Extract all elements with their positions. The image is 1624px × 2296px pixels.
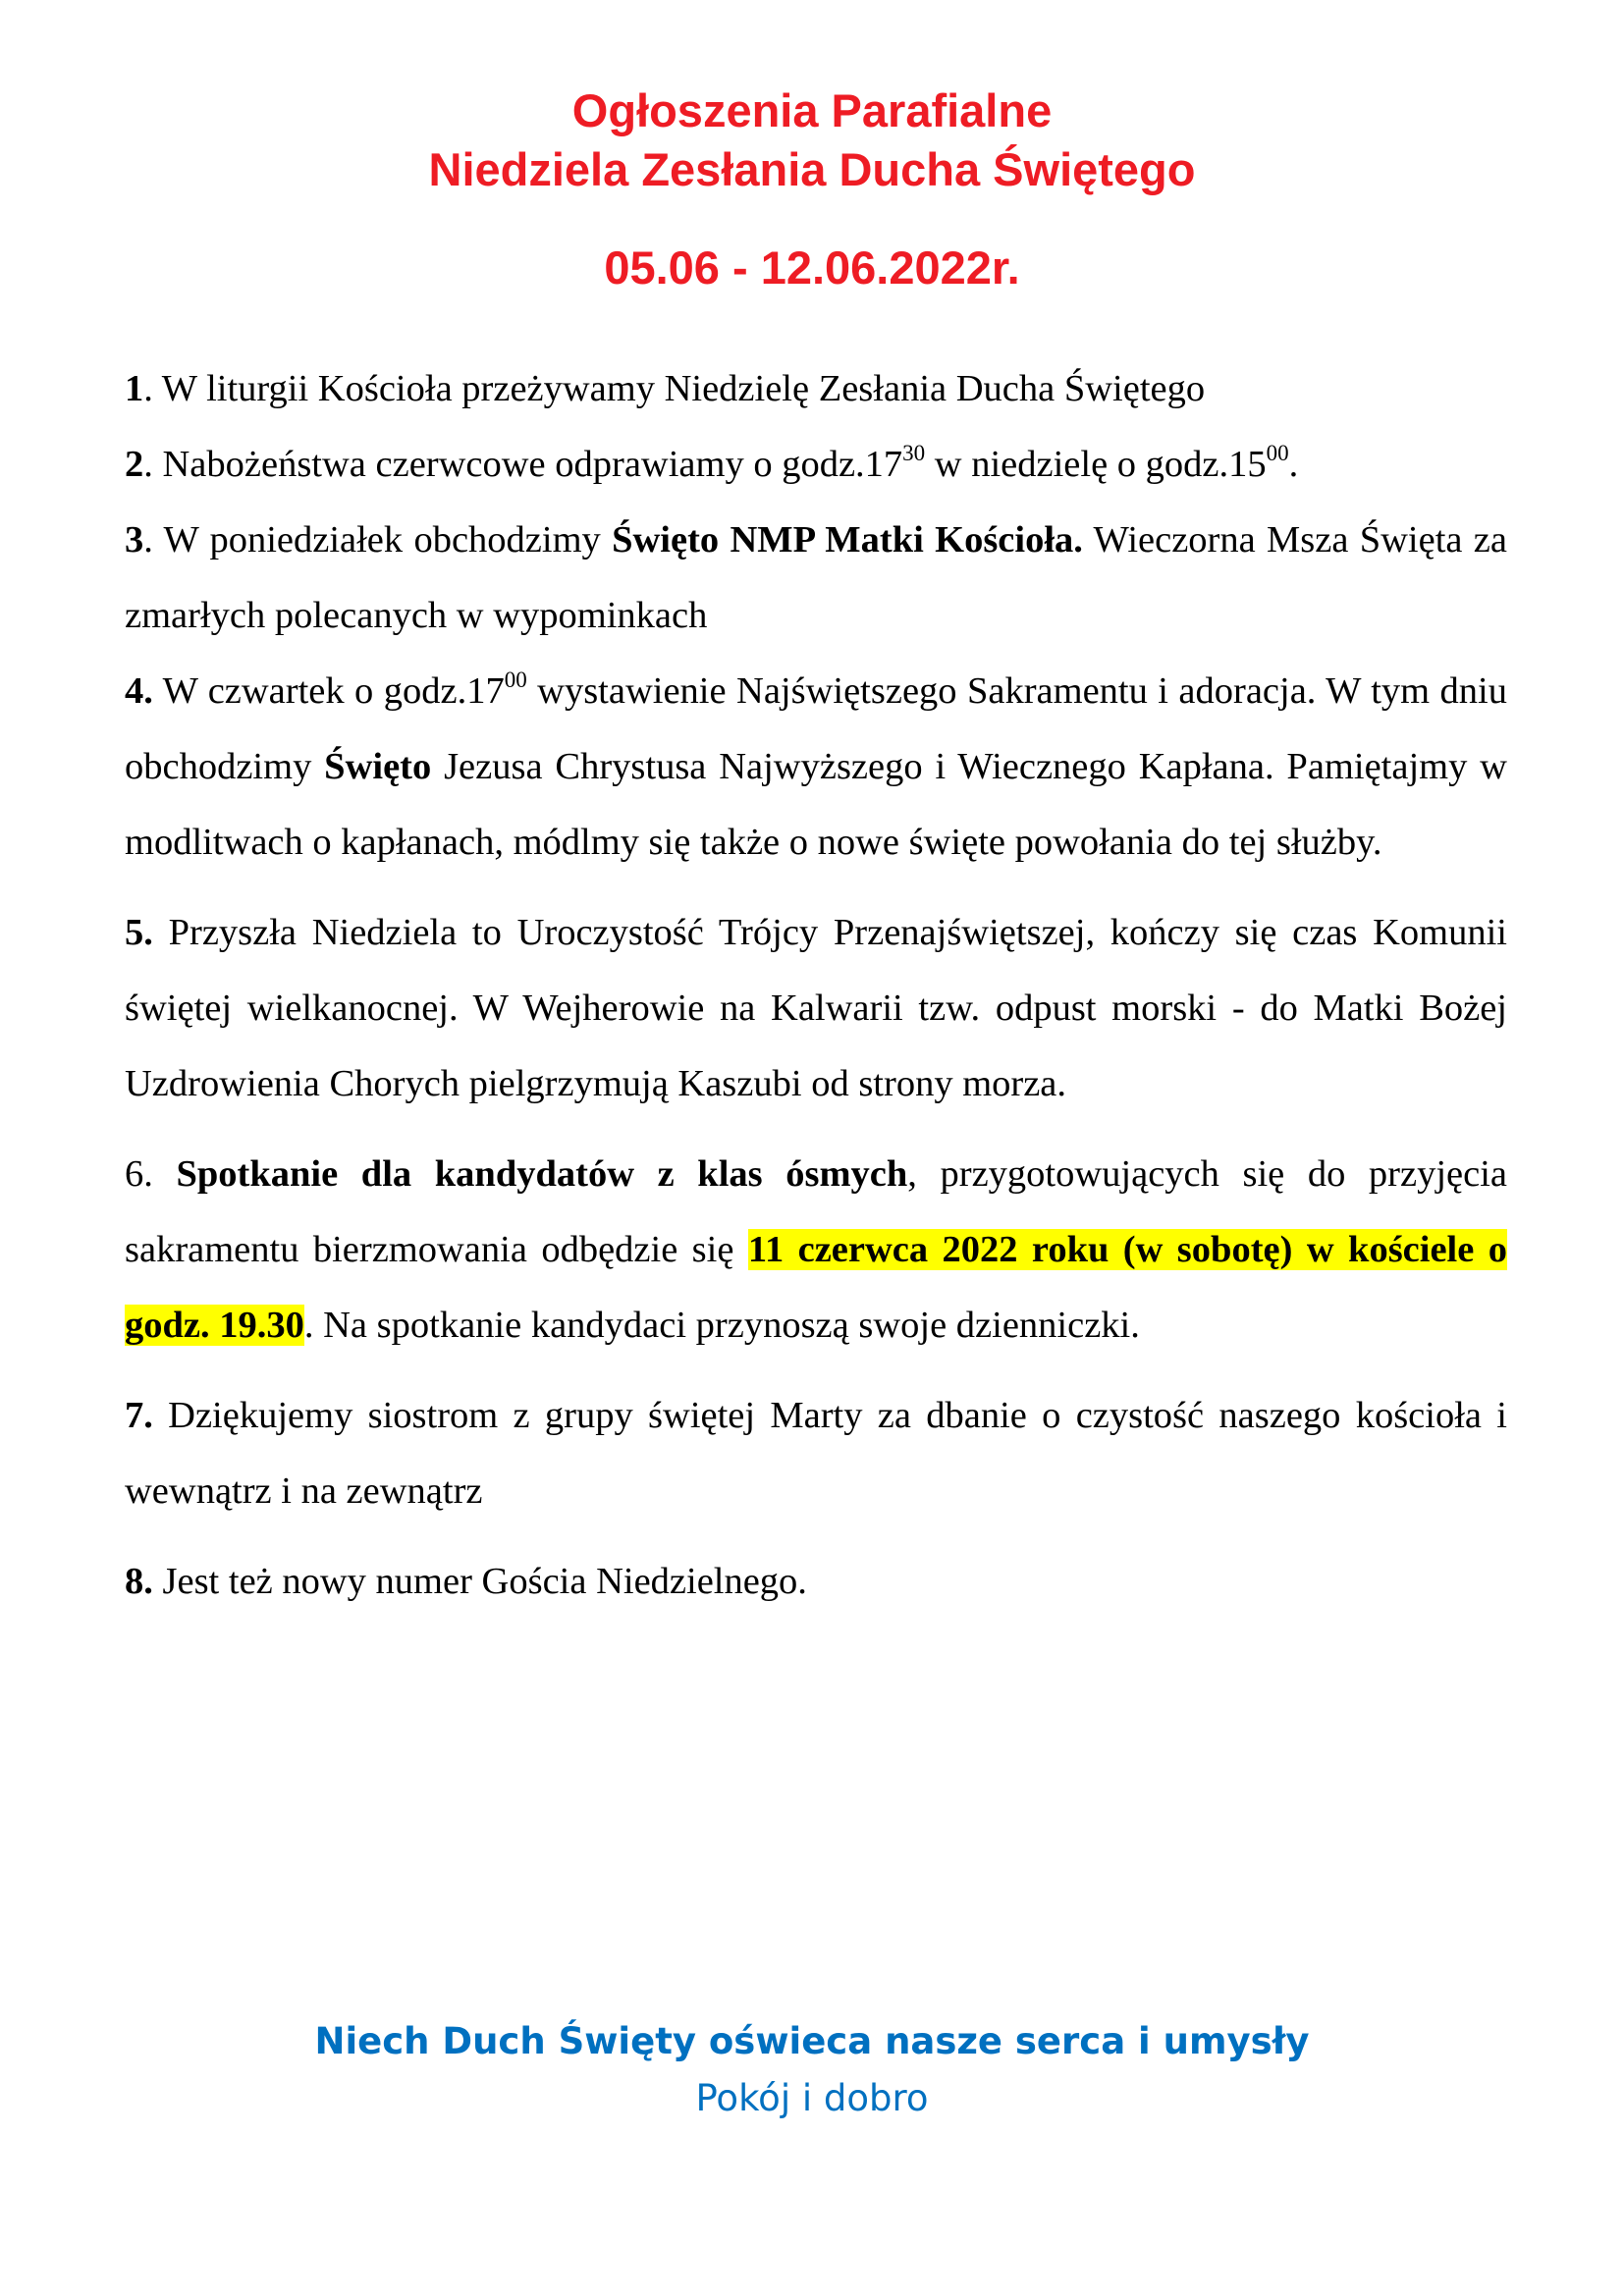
item-text: Wieczorna Msza Święta za zmarłych polecanych w wypominkach [125,519,1507,636]
page-title: Ogłoszenia Parafialne [571,84,1053,136]
time-superscript: 00 [1266,441,1289,466]
item-text: Jest też nowy numer Gościa Niedzielnego. [152,1561,807,1602]
item-text: Jezusa Chrystusa Najwyższego i Wiecznego Kapłana. Pamiętajmy w modlitwach o kapłanach, módlmy się także o nowe święte powołania do tej służby. [125,746,1507,863]
item-text: Przyszła Niedziela to Uroczystość Trójcy Przenajświętszej, kończy się czas Komunii świętej wielkanocnej. W Wejherowie na Kalwarii tzw. odpust morski - do Matki Bożej Uzdrowienia Chorych pielgrzymują Kaszubi od strony morza. [125,912,1507,1104]
item-number: 7. [125,1395,153,1436]
announcement-item-2 [125,427,1507,503]
announcement-item-8 [125,1544,1507,1620]
date-range: 05.06 - 12.06.2022r. [604,241,1020,294]
item-number: 4. [125,670,153,712]
item-text: . [1288,444,1299,485]
meeting-title: Spotkanie dla kandydatów z klas ósmych [176,1153,908,1195]
item-number: 8. [125,1561,153,1602]
feast-name: Święto NMP Matki Kościoła. [612,519,1083,561]
closing-greeting: Pokój i dobro [695,2077,929,2119]
item-number: 5. [125,912,153,953]
announcement-item-4 [125,654,1507,881]
item-number: 1 [125,368,144,409]
announcement-item-6 [125,1137,1507,1363]
item-text: W czwartek o godz.17 [152,670,505,712]
item-text: Dziękujemy siostrom z grupy świętej Marty za dbanie o czystość naszego kościoła i wewnątrz i na zewnątrz [125,1395,1507,1512]
item-text: . W poniedziałek obchodzimy [143,519,613,561]
announcement-item-3 [125,503,1507,654]
closing-blessing: Niech Duch Święty oświeca nasze serca i umysły [314,2020,1310,2062]
item-text: wystawienie Najświętszego Sakramentu i adoracja. W tym dniu obchodzimy [125,670,1507,787]
announcement-item-1 [125,351,1507,427]
highlighted-date: 11 czerwca 2022 roku (w sobotę) w kościele o godz. 19.30 [125,1229,1507,1346]
item-text: . Nabożeństwa czerwcowe odprawiamy o godz.17 [143,444,903,485]
item-number: 2 [125,444,144,485]
feast-name: Święto [324,746,432,787]
time-superscript: 00 [504,667,527,693]
page-subtitle: Niedziela Zesłania Ducha Świętego [428,143,1196,195]
item-number: 3 [125,519,144,561]
announcement-item-5 [125,895,1507,1122]
item-text: . W liturgii Kościoła przeżywamy Niedzielę Zesłania Ducha Świętego [143,368,1206,409]
announcement-item-7 [125,1378,1507,1529]
announcements-list [125,351,1507,1620]
item-number: 6. [125,1153,153,1195]
item-text: , przygotowujących się do przyjęcia sakramentu bierzmowania odbędzie się [125,1153,1507,1270]
item-text: . Na spotkanie kandydaci przynoszą swoje dzienniczki. [303,1305,1140,1346]
item-text: w niedzielę o godz.15 [925,444,1267,485]
time-superscript: 30 [902,441,926,466]
